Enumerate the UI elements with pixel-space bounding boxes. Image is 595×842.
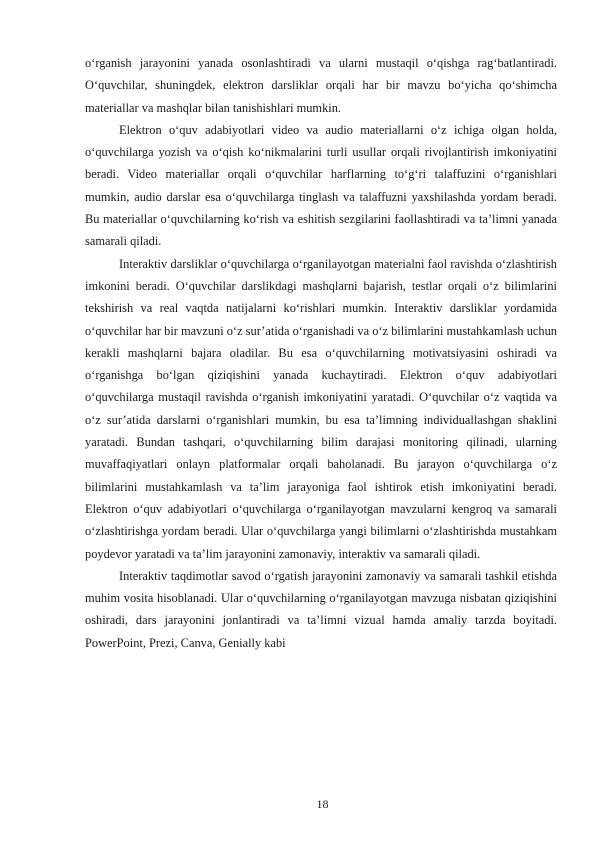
paragraph-continuation: o‘rganish jarayonini yanada osonlashtiradi va ularni mustaqil o‘qishga rag‘batlantiradi. O‘quvchilar, shuningdek, elektron darsliklar orqali har bir mavzu bo‘yicha qo‘shimcha materiallar va mashqlar bilan tanishishlari mumkin. [85,56,557,115]
paragraph-electronic-materials: Elektron o‘quv adabiyotlari video va audio materiallarni o‘z ichiga olgan holda, o‘quvchilarga yozish va o‘qish ko‘nikmalarini turli usullar orqali rivojlantirish imkoniyatini beradi. Video materiallar orqali o‘quvchilar harflarning to‘g‘ri talaffuzini o‘rganishlari mumkin, audio darslar esa o‘quvchilarga tinglash va talaffuzni yaxshilashda yordam beradi. Bu materiallar o‘quvchilarning ko‘rish va eshitish sezgilarini faollashtiradi va ta’limni yanada samarali qiladi. [85,122,557,249]
page-number: 18 [316,797,329,811]
paragraph-interactive-textbooks: Interaktiv darsliklar o‘quvchilarga o‘rganilayotgan materialni faol ravishda o‘zlashtirish imkonini beradi. O‘quvchilar darslikdagi mashqlarni bajarish, testlar orqali o‘z bilimlarini tekshirish va real vaqtda natijalarni ko‘rishlari mumkin. Interaktiv darsliklar yordamida o‘quvchilar har bir mavzuni o‘z sur’atida o‘rganishadi va o‘z bilimlarini mustahkamlash uchun kerakli mashqlarni bajara oladilar. Bu esa o‘quvchilarning motivatsiyasini oshiradi va o‘rganishga bo‘lgan qiziqishini yanada kuchaytiradi. Elektron o‘quv adabiyotlari o‘quvchilarga mustaqil ravishda o‘rganish imkoniyatini yaratadi. O‘quvchilar o‘z vaqtida va o‘z sur’atida darslarni o‘rganishlari mumkin, bu esa ta’limning individuallashgan shaklini yaratadi. Bundan tashqari, o‘quvchilarning bilim darajasi monitoring qilinadi, ularning muvaffaqiyatlari onlayn platformalar orqali baholanadi. Bu jarayon o‘quvchilarga o‘z bilimlarini mustahkamlash va ta’lim jarayoniga faol ishtirok etish imkoniyatini beradi. Elektron o‘quv adabiyotlari o‘quvchilarga o‘rganilayotgan mavzularni kengroq va samarali o‘zlashtirishga yordam beradi. Ular o‘quvchilarga yangi bilimlarni o‘zlashtirishda mustahkam poydevor yaratadi va ta’lim jarayonini zamonaviy, interaktiv va samarali qiladi. [85,256,557,561]
document-page [85,52,557,654]
paragraph-interactive-presentations: Interaktiv taqdimotlar savod o‘rgatish jarayonini zamonaviy va samarali tashkil etishda muhim vosita hisoblanadi. Ular o‘quvchilarning o‘rganilayotgan mavzuga nisbatan qiziqishini oshiradi, dars jarayonini jonlantiradi va ta’limni vizual hamda amaliy tarzda boyitadi. PowerPoint, Prezi, Canva, Genially kabi [85,568,557,650]
